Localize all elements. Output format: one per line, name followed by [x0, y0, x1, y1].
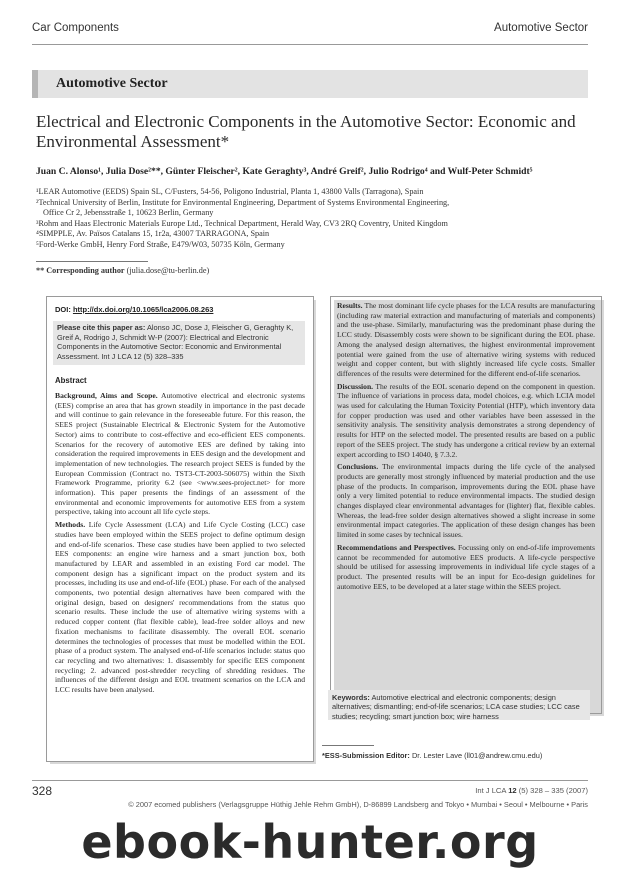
- author-list: Juan C. Alonso¹, Julia Dose²**, Günter Fleischer², Kate Geraghty³, André Greif², Julio Rodrigo⁴ and Wulf-Peter Schmidt⁵: [36, 166, 533, 177]
- abstract-background: [55, 391, 305, 517]
- affiliation-2-cont: Office Cr 2, Jebensstraße 1, 10623 Berlin, Germany: [43, 208, 214, 218]
- doi-link[interactable]: http://dx.doi.org/10.1065/lca2006.08.263: [72, 305, 214, 314]
- corresponding-divider: [36, 261, 148, 262]
- corresponding-email: (julia.dose@tu-berlin.de): [126, 266, 210, 275]
- recommendations-text: Focussing only on end-of-life improvements cannot be recommended for automotive EES products. A life-cycle perspective should be utilised for assessing improvements in individual life cycle stages of a product. The presented results will be an input for Eco-design guidelines for automotive EES, to be developed at a later stage within the SEES project.: [337, 542, 595, 591]
- header-right: Automotive Sector: [494, 22, 588, 34]
- affiliation-5: ⁵Ford-Werke GmbH, Henry Ford Straße, E479/W03, 50735 Köln, Germany: [36, 239, 285, 249]
- abstract-body: [55, 391, 305, 698]
- journal-prefix: Int J LCA: [475, 786, 507, 795]
- footer-divider: [32, 780, 588, 781]
- doi-label: DOI:: [55, 305, 71, 314]
- right-column-box: [330, 296, 602, 714]
- recommendations-label: Recommendations and Perspectives.: [337, 542, 456, 552]
- page-number: 328: [32, 784, 53, 798]
- discussion-label: Discussion.: [337, 381, 374, 391]
- methods-text: Life Cycle Assessment (LCA) and Life Cycle Costing (LCC) case studies have been employed within the SEES project to define optimum design and end-of-life scenarios. These case studies have been applied to two selected EES components: an engine wire harness and a smart junction box, both manufactured by LEAR and assembled in an existing Ford car model. The component design has a significant impact on the product system and its processes, including its use and end-of-life (EOL) phase. For each of the analysed components, two potential design alternatives have been compared with the original design, based on designers' recommendations from the status quo scenario results. These include the use of alternative wiring systems with a reduced copper content (flat flexible cable), lead-free solder alloys and new fixation mechanisms to facilitate disassembly. The overall EOL scenario determines the technologies of processes that must be modelled within the EOL phase of a product system. The analysed end-of-life scenarios include: status quo car recycling and two alternatives: 1. disassembly for specific EES component recycling; 2. advanced post-shredder recycling of shredding residues. The influences of the different design and EOL treatment scenarios on the LCA and LCC results have been analysed.: [55, 520, 305, 695]
- paper-title: Electrical and Electronic Components in the Automotive Sector: Economic and Environmental Assessment*: [36, 112, 576, 151]
- cite-box: [53, 321, 305, 365]
- right-column-body: [337, 301, 595, 594]
- cite-text: Alonso JC, Dose J, Fleischer G, Geraghty K, Greif A, Rodrigo J, Schmidt W-P (2007): Electrical and Electronic Components in the Automotive Sector: Economic and Environmental Assessment. Int J LCA 12 (5) 328–335: [57, 323, 294, 361]
- section-band-label: Automotive Sector: [56, 76, 168, 91]
- watermark-text: ebook-hunter.org: [81, 815, 539, 869]
- doi-line: [55, 305, 213, 314]
- section-band: [32, 70, 588, 98]
- journal-volume: 12: [508, 786, 517, 795]
- methods-label: Methods.: [55, 520, 86, 530]
- recommendations-paragraph: [337, 543, 595, 592]
- keywords-box: [328, 690, 590, 720]
- editor-text: Dr. Lester Lave (ll01@andrew.cmu.edu): [411, 751, 543, 760]
- abstract-box: [46, 296, 314, 762]
- journal-suffix: (5) 328 – 335 (2007): [518, 786, 588, 795]
- affiliation-4: ⁴SIMPPLE, Av. Països Catalans 15, 1r2a, 43007 TARRAGONA, Spain: [36, 229, 270, 239]
- header-left: Car Components: [32, 22, 119, 34]
- editor-divider: [322, 745, 374, 746]
- results-text: The most dominant life cycle phases for the LCA results are manufacturing (including raw material extraction and manufacturing of materials and components) and the use-phase. Similarly, manufacturing was the predominant phase during the LCC study. Disassembly costs were shown to be significant during the EOL phase. Among the analysed design alternatives, the highest environmental improvement potential were gained from the use of alternative wiring systems with reduced weight and copper content, but with slightly increased life cycle costs. Smaller differences of the results were determined for the different end-of-life scenarios.: [337, 301, 595, 378]
- corresponding-label: ** Corresponding author: [36, 266, 125, 275]
- keywords-label: Keywords:: [332, 693, 370, 702]
- results-label: Results.: [337, 301, 363, 310]
- cite-label: Please cite this paper as:: [57, 323, 146, 332]
- affiliation-3: ³Rohm and Haas Electronic Materials Europe Ltd., Technical Department, Herald Way, CV3 2RQ Coventry, United Kingdom: [36, 218, 448, 228]
- background-text: Automotive electrical and electronic systems (EES) comprise an area that has grown steadily in importance in the past decade and will continue to gain relevance in the foreseeable future. For this reason, the SEES project (Sustainable Electrical & Electronic System for the Automotive Sector) aims to contribute to cost-effective and eco-efficient EES components. Scenarios for the recovery of automotive EES are defined by taking into consideration the required improvements in EES design and the development and implementation of new technologies. The research project SEES is funded by the European Commission (Contract no. TST3-CT-2003-506075) within the Sixth Framework Programme, priority 6.2 (see <www.sees-project.net> for more information). This paper presents the findings of an assessment of the environmental and economic improvements for automotive EES from a system perspective, taking into account all life cycle steps.: [55, 391, 305, 517]
- copyright-line: © 2007 ecomed publishers (Verlagsgruppe Hüthig Jehle Rehm GmbH), D-86899 Landsberg and Tokyo • Mumbai • Seoul • Melbourne • Paris: [128, 800, 588, 809]
- conclusions-text: The environmental impacts during the life cycle of the analysed products are generally most strongly influenced by material production and the use phase of the products. In comparison, improvements during the EOL phase have only a very limited potential to reduce environmental impacts. The studied design changes displayed clear environmental advantages for (lighter) flat, flexible cables. Whereas, the lead-free solder design alternatives showed a slight increase in some environmental impact categories. The application of these design changes has been limited in some cases by technical issues.: [337, 462, 595, 540]
- editor-label: *ESS-Submission Editor:: [322, 751, 410, 760]
- affiliation-2: ²Technical University of Berlin, Institute for Environmental Engineering, Department of Systems Environmental Engineering,: [36, 197, 450, 207]
- background-label: Background, Aims and Scope.: [55, 391, 158, 400]
- keywords-text: Automotive electrical and electronic components; design alternatives; dismantling; end-of-life scenarios; LCA case studies; LCC case studies; recycling; smart junction box; wire harness: [332, 693, 580, 721]
- conclusions-paragraph: [337, 462, 595, 540]
- affiliation-1: ¹LEAR Automotive (EEDS) Spain SL, C/Fusters, 54-56, Poligono Industrial, Planta 1, 43800 Valls (Tarragona), Spain: [36, 187, 424, 196]
- conclusions-label: Conclusions.: [337, 462, 379, 472]
- discussion-text: The results of the EOL scenario depend on the component in question. The influence of variations in process data, model choices, e.g. which LCIA model was used for calculating the Human Toxicity Potential (HTP), which inventory data for copper production was used and other variables have been assessed in the sensitivity analysis. The sensitivity analysis demonstrates a strong dependency of results for HTP on the selected model. The presented results are based on a public report of the SEES project. The study has undergone a critical review by an external expert according to ISO 14040, § 7.3.2.: [337, 381, 595, 459]
- discussion-paragraph: [337, 382, 595, 460]
- abstract-methods: [55, 520, 305, 695]
- abstract-heading: Abstract: [55, 376, 87, 385]
- running-header: [32, 22, 588, 45]
- corresponding-author: [36, 266, 209, 275]
- journal-reference: [475, 786, 588, 795]
- affiliations: [36, 187, 596, 251]
- results-paragraph: [337, 301, 595, 379]
- watermark: [0, 810, 620, 874]
- submission-editor: [322, 751, 542, 760]
